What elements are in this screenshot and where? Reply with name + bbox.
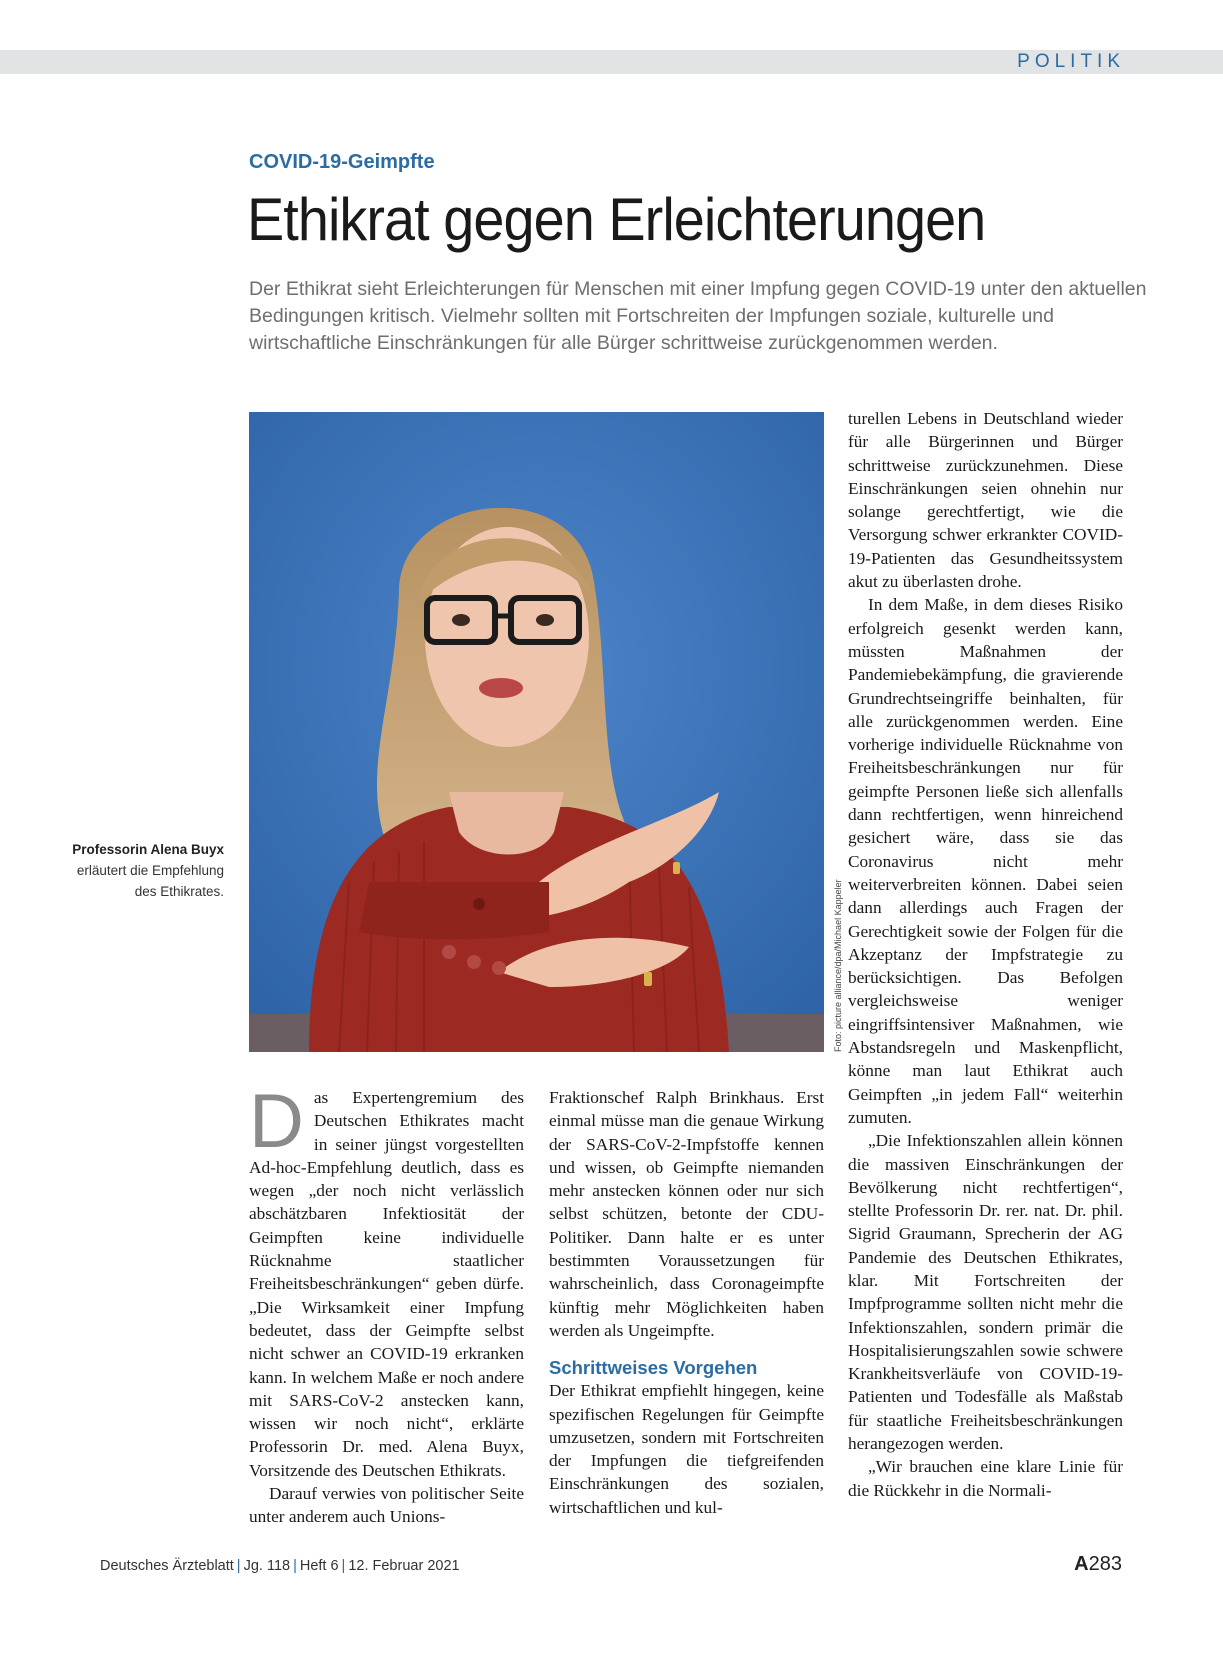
body-column-3 bbox=[848, 407, 1123, 1502]
body-column-2 bbox=[549, 1086, 824, 1519]
section-label: POLITIK bbox=[1017, 51, 1125, 72]
journal-volume: Jg. 118 bbox=[243, 1558, 291, 1574]
footer-separator: | bbox=[236, 1558, 241, 1574]
photo-credit: Foto: picture alliance/dpa/Michael Kappeler bbox=[833, 879, 843, 1052]
paragraph-2: Darauf verwies von politischer Seite unter anderem auch Unions- bbox=[249, 1484, 524, 1527]
page-prefix: A bbox=[1074, 1553, 1089, 1575]
caption-text: erläutert die Empfehlung des Ethikrates. bbox=[76, 863, 224, 899]
article-photo bbox=[249, 412, 824, 1052]
journal-name: Deutsches Ärzteblatt bbox=[100, 1558, 234, 1574]
page-number bbox=[1074, 1553, 1122, 1576]
footer-separator: | bbox=[293, 1558, 297, 1574]
subheading: Schrittweises Vorgehen bbox=[549, 1357, 758, 1379]
footer-separator: | bbox=[341, 1558, 346, 1574]
paragraph-1: as Expertengremium des Deutschen Ethikrates macht in seiner jüngst vorgestellten Ad-hoc-Empfehlung deutlich, dass es wegen „der noch nicht verlässlich abschätzbaren Infektiosität der Geimpften keine individuelle Rücknahme staatlicher Freiheitsbeschränkungen“ geben dürfe. „Die Wirksamkeit einer Impfung bedeutet, dass der Geimpfte selbst nicht schwer an COVID-19 erkranken kann. In welchem Maße er noch andere mit SARS-CoV-2 anstecken kann, wissen wir noch nicht“, erklärte Professorin Dr. med. Alena Buyx, Vorsitzende des Deutschen Ethikrats. bbox=[249, 1088, 524, 1480]
article-kicker: COVID-19-Geimpfte bbox=[249, 151, 435, 173]
paragraph-5: In dem Maße, in dem dieses Risiko erfolgreich gesenkt werden kann, müssten Maßnahmen der Pandemiebekämpfung, die gravierende Grundrechtseingriffe beinhalten, für alle zurückgenommen werden. Eine vorherige individuelle Rücknahme von Freiheitsbeschränkungen nur für geimpfte Personen ließe sich allenfalls dann rechtfertigen, wenn hinreichend gesichert wäre, dass sie das Coronavirus nicht mehr weiterverbreiten können. Dabei seien dann allerdings auch Fragen der Gerechtigkeit sowie der Folgen für die Akzeptanz der Impfstrategie zu berücksichtigen. Das Befolgen vergleichsweise weniger eingriffsintensiver Maßnahmen, wie Abstandsregeln und Maskenpflicht, könne man laut Ethikrat auch Geimpften „in jedem Fall“ weiterhin zumuten. bbox=[848, 595, 1123, 1127]
drop-cap: D bbox=[249, 1079, 304, 1164]
paragraph-6: „Die Infektionszahlen allein können die massiven Einschränkungen der Bevölkerung nicht rechtfertigen“, stellte Professorin Dr. rer. nat. Dr. phil. Sigrid Graumann, Sprecherin der AG Pandemie des Deutschen Ethikrates, klar. Mit Fortschreiten der Impfprogramme sollten nicht mehr die Infektionszahlen, sondern primär die Hospitalisierungszahlen sowie schwere Krankheitsverläufe von COVID-19-Patienten und Todesfälle als Maßstab für staatliche Freiheitsbeschränkungen herangezogen werden. bbox=[848, 1131, 1123, 1454]
paragraph-7: „Wir brauchen eine klare Linie für die Rückkehr in die Normali- bbox=[848, 1457, 1123, 1500]
article-headline: Ethikrat gegen Erleichterungen bbox=[247, 186, 986, 253]
paragraph-2-continued: Fraktionschef Ralph Brinkhaus. Erst einmal müsse man die genaue Wirkung der SARS-CoV-2-Impfstoffe kennen und wissen, ob Geimpfte niemanden mehr anstecken können oder nur sich selbst schützen, betonte der CDU-Politiker. Dann halte er es unter bestimmten Voraussetzungen für wahrscheinlich, dass Coronageimpfte künftig mehr Möglichkeiten haben werden als Ungeimpfte. bbox=[549, 1088, 824, 1340]
photo-caption bbox=[64, 839, 224, 902]
page-footer bbox=[100, 1558, 460, 1574]
journal-issue: Heft 6 bbox=[299, 1558, 339, 1574]
journal-date: 12. Februar 2021 bbox=[348, 1558, 460, 1574]
page-number-value: 283 bbox=[1088, 1553, 1122, 1575]
portrait-illustration bbox=[249, 412, 824, 1052]
article-lead: Der Ethikrat sieht Erleichterungen für Menschen mit einer Impfung gegen COVID-19 unter den aktuellen Bedingungen kritisch. Vielmehr sollten mit Fortschreiten der Impfungen soziale, kulturelle und wirtschaftliche Einschränkungen für alle Bürger schrittweise zurückgenommen werden. bbox=[249, 278, 1147, 354]
paragraph-3: Der Ethikrat empfiehlt hingegen, keine spezifischen Regelungen für Geimpfte umzusetzen, sondern mit Fortschreiten der Impfungen die tiefgreifenden Einschränkungen des sozialen, wirtschaftlichen und kul- bbox=[549, 1381, 824, 1517]
caption-name: Professorin Alena Buyx bbox=[72, 842, 224, 857]
paragraph-4: turellen Lebens in Deutschland wieder für alle Bürgerinnen und Bürger schrittweise zurückzunehmen. Diese Einschränkungen seien ohnehin nur solange gerechtfertigt, wie die Versorgung schwer erkrankter COVID-19-Patienten das Gesundheitssystem akut zu überlasten drohe. bbox=[848, 409, 1123, 592]
body-column-1 bbox=[249, 1079, 524, 1529]
